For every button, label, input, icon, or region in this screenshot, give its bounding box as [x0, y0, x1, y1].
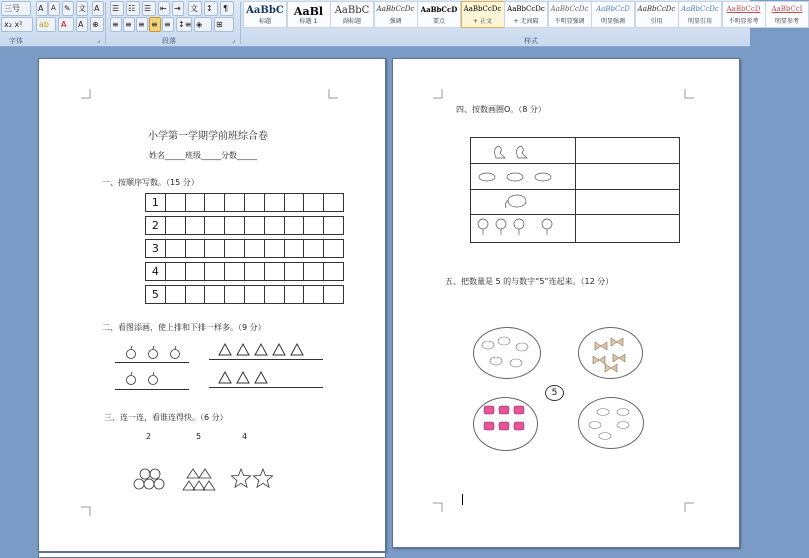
match-number: 2: [146, 432, 152, 441]
style-sample: AaBbCcD: [726, 5, 761, 13]
distributed-icon: ≡: [164, 20, 171, 29]
question-1-heading: 一、按顺序写数。（15 分）: [102, 178, 199, 187]
font-color-button[interactable]: [58, 17, 74, 32]
chinese-layout-icon: 文: [190, 4, 198, 13]
align-center-icon: ≡: [125, 20, 132, 29]
plate-top-left: [473, 327, 541, 379]
justify-icon: ≡: [151, 20, 158, 29]
style-tile[interactable]: [722, 1, 766, 28]
row-number: 4: [146, 263, 166, 280]
style-tile[interactable]: [765, 1, 809, 28]
style-tile[interactable]: [504, 1, 548, 28]
eraser-icon: ✎: [64, 4, 71, 13]
plate-bottom-right: [578, 397, 644, 449]
style-tile[interactable]: [417, 1, 461, 28]
style-sample: AaBbC: [334, 5, 370, 16]
line-spacing-icon: ↕≡: [178, 20, 192, 29]
question-2-heading: 二、看图添画，使上排和下排一样多。（9 分）: [102, 323, 266, 332]
increase-indent-icon: ⇥: [174, 4, 181, 13]
count-table: [470, 137, 680, 243]
q3-shapes: [129, 464, 279, 494]
style-tile[interactable]: [374, 1, 418, 28]
group-separator: [240, 2, 241, 44]
plate-bottom-left: [473, 397, 538, 451]
style-tile[interactable]: [243, 1, 287, 28]
enclose-char-button[interactable]: [90, 17, 104, 32]
style-sample: AaBbCcI: [771, 5, 803, 13]
row-number: 3: [146, 240, 166, 257]
page-2: [392, 58, 740, 548]
style-name: + 无间隔: [513, 18, 539, 25]
number-row-5[interactable]: [145, 285, 344, 304]
style-sample: AaBbCcD: [596, 5, 630, 13]
multilevel-list-icon: ☰: [144, 4, 152, 13]
styles-group-label: 样式: [524, 37, 538, 45]
elephant-icon: [505, 195, 526, 208]
border-icon: ⊞: [216, 20, 223, 29]
align-left-button[interactable]: [110, 17, 122, 32]
puppy-icon: [474, 328, 540, 378]
font-size-dropdown[interactable]: [1, 1, 31, 16]
style-tile[interactable]: [635, 1, 679, 28]
butterfly-icon: [579, 328, 642, 378]
row-number: 1: [146, 194, 166, 211]
numbering-button[interactable]: [126, 1, 140, 16]
align-left-icon: ≡: [112, 20, 119, 29]
style-name: 引用: [650, 18, 663, 25]
ribbon: [0, 0, 803, 47]
apple-icon: [127, 346, 180, 385]
question-3-heading: 三、连一连，看谁连得快。（6 分）: [104, 413, 228, 422]
borders-button[interactable]: [214, 17, 234, 32]
style-name: 不明显强调: [554, 18, 585, 25]
style-name: 明显强调: [600, 18, 625, 25]
number-five: 5: [551, 388, 558, 398]
align-right-icon: ≡: [138, 20, 145, 29]
highlighter-icon: ab: [39, 20, 49, 29]
shading-icon: A: [78, 20, 84, 29]
tree-icon: [478, 219, 552, 235]
character-border-button[interactable]: [92, 1, 104, 16]
chinese-layout-button[interactable]: [188, 1, 202, 16]
font-color-icon: A: [61, 20, 67, 29]
style-name: 标题 1: [299, 18, 318, 25]
triangle-icon: [219, 344, 303, 383]
show-marks-button[interactable]: [220, 1, 234, 16]
next-page-edge: [38, 552, 386, 558]
bullet-list-icon: ☰: [112, 4, 120, 13]
style-name: 明显参考: [774, 18, 799, 25]
style-tile[interactable]: [330, 1, 374, 28]
style-name: 明显引用: [687, 18, 712, 25]
circle-icon: [134, 469, 164, 489]
font-group-label: 字体: [9, 37, 23, 45]
style-name: + 正文: [473, 18, 492, 25]
sort-icon: ↕: [206, 4, 213, 13]
multilevel-list-button[interactable]: [142, 1, 156, 16]
crop-mark: [433, 503, 443, 513]
pilcrow-icon: ¶: [223, 4, 229, 13]
subscript-icon: x₂ x²: [4, 20, 23, 29]
grow-font-icon: A: [38, 4, 44, 13]
style-sample: AaBbCcDc: [637, 5, 676, 13]
number-row-3[interactable]: [145, 239, 344, 258]
number-row-2[interactable]: [145, 216, 344, 235]
sub-superscript-buttons[interactable]: [1, 17, 33, 32]
shading-button[interactable]: [194, 17, 212, 32]
crop-mark: [685, 503, 695, 513]
animal-pictures: [471, 138, 575, 242]
style-sample: AaBbC: [246, 5, 284, 16]
line-spacing-button[interactable]: [176, 17, 192, 32]
decrease-indent-button[interactable]: [158, 1, 170, 16]
document-title: 小学第一学期学前班综合卷: [148, 131, 268, 142]
increase-indent-button[interactable]: [172, 1, 184, 16]
style-sample: AaBl: [293, 5, 324, 18]
row-number: 5: [146, 286, 166, 303]
grow-font-button[interactable]: [36, 1, 48, 16]
answer-line: [209, 387, 323, 388]
fish-icon: [479, 173, 551, 181]
text-cursor: [462, 494, 463, 505]
highlight-button[interactable]: [36, 17, 56, 32]
style-name: 强调: [389, 18, 402, 25]
style-tile[interactable]: [461, 1, 505, 28]
question-4-heading: 四、按数画圈O。（8 分）: [456, 105, 546, 114]
dog-icon: [579, 398, 643, 448]
number-five-circle: [545, 385, 564, 401]
page-1: [38, 58, 386, 552]
bullets-button[interactable]: [110, 1, 124, 16]
style-name: 标题: [258, 18, 271, 25]
style-sample: AaBbCcDc: [463, 5, 502, 13]
enclose-icon: ⊕: [92, 20, 99, 29]
style-tile[interactable]: [287, 1, 331, 28]
squirrel-icon: [495, 146, 527, 158]
triangle-group-icon: [183, 469, 215, 490]
style-sample: AaBbCcDc: [550, 5, 589, 13]
match-number: 4: [242, 432, 248, 441]
numbered-list-icon: ☷: [128, 4, 136, 13]
align-right-button[interactable]: [136, 17, 148, 32]
answer-line: [115, 362, 189, 363]
plate-top-right: [578, 327, 643, 379]
style-sample: AaBbCcDc: [507, 5, 545, 13]
style-tile[interactable]: [591, 1, 635, 28]
group-separator: [105, 2, 106, 44]
pink-bear-icon: [474, 398, 537, 450]
style-tile[interactable]: [548, 1, 592, 28]
align-center-button[interactable]: [123, 17, 135, 32]
number-row-4[interactable]: [145, 262, 344, 281]
number-row-1[interactable]: [145, 193, 344, 212]
sort-button[interactable]: [204, 1, 218, 16]
crop-mark: [433, 89, 443, 99]
answer-line: [209, 359, 323, 360]
character-shading-button[interactable]: [76, 17, 88, 32]
row-number: 2: [146, 217, 166, 234]
justify-button[interactable]: [149, 17, 161, 32]
distributed-button[interactable]: [162, 17, 174, 32]
style-name: 副标题: [342, 18, 361, 25]
paint-bucket-icon: ◈: [196, 20, 203, 29]
crop-mark: [81, 507, 91, 517]
style-name: 不明显参考: [728, 18, 759, 25]
star-icon: [231, 469, 272, 487]
font-size-value: 三号: [4, 4, 20, 13]
decrease-indent-icon: ⇤: [160, 4, 167, 13]
clear-format-button[interactable]: [62, 1, 74, 16]
shrink-font-button[interactable]: [48, 1, 60, 16]
border-a-icon: A: [94, 4, 100, 13]
answer-line: [115, 389, 189, 390]
question-5-heading: 五、把数量是 5 的与数字“5”连起来。（12 分）: [445, 277, 614, 286]
paragraph-group-label: 段落: [162, 37, 176, 45]
match-number: 5: [196, 432, 202, 441]
style-tile[interactable]: [678, 1, 722, 28]
style-name: 要点: [432, 18, 445, 25]
student-info-line: 姓名_____班级_____分数_____: [149, 151, 257, 160]
style-sample: AaBbCcD: [420, 5, 458, 14]
phonetic-icon: 文: [78, 4, 86, 13]
style-sample: AaBbCcDc: [376, 5, 415, 13]
crop-mark: [81, 89, 91, 99]
crop-mark: [329, 89, 339, 99]
style-sample: AaBbCcDc: [681, 5, 719, 13]
phonetic-guide-button[interactable]: [76, 1, 88, 16]
paragraph-dialog-launcher-icon[interactable]: ⌟: [232, 37, 235, 44]
crop-mark: [685, 89, 695, 99]
font-dialog-launcher-icon[interactable]: ⌟: [97, 37, 100, 44]
shrink-font-icon: A: [51, 4, 56, 12]
